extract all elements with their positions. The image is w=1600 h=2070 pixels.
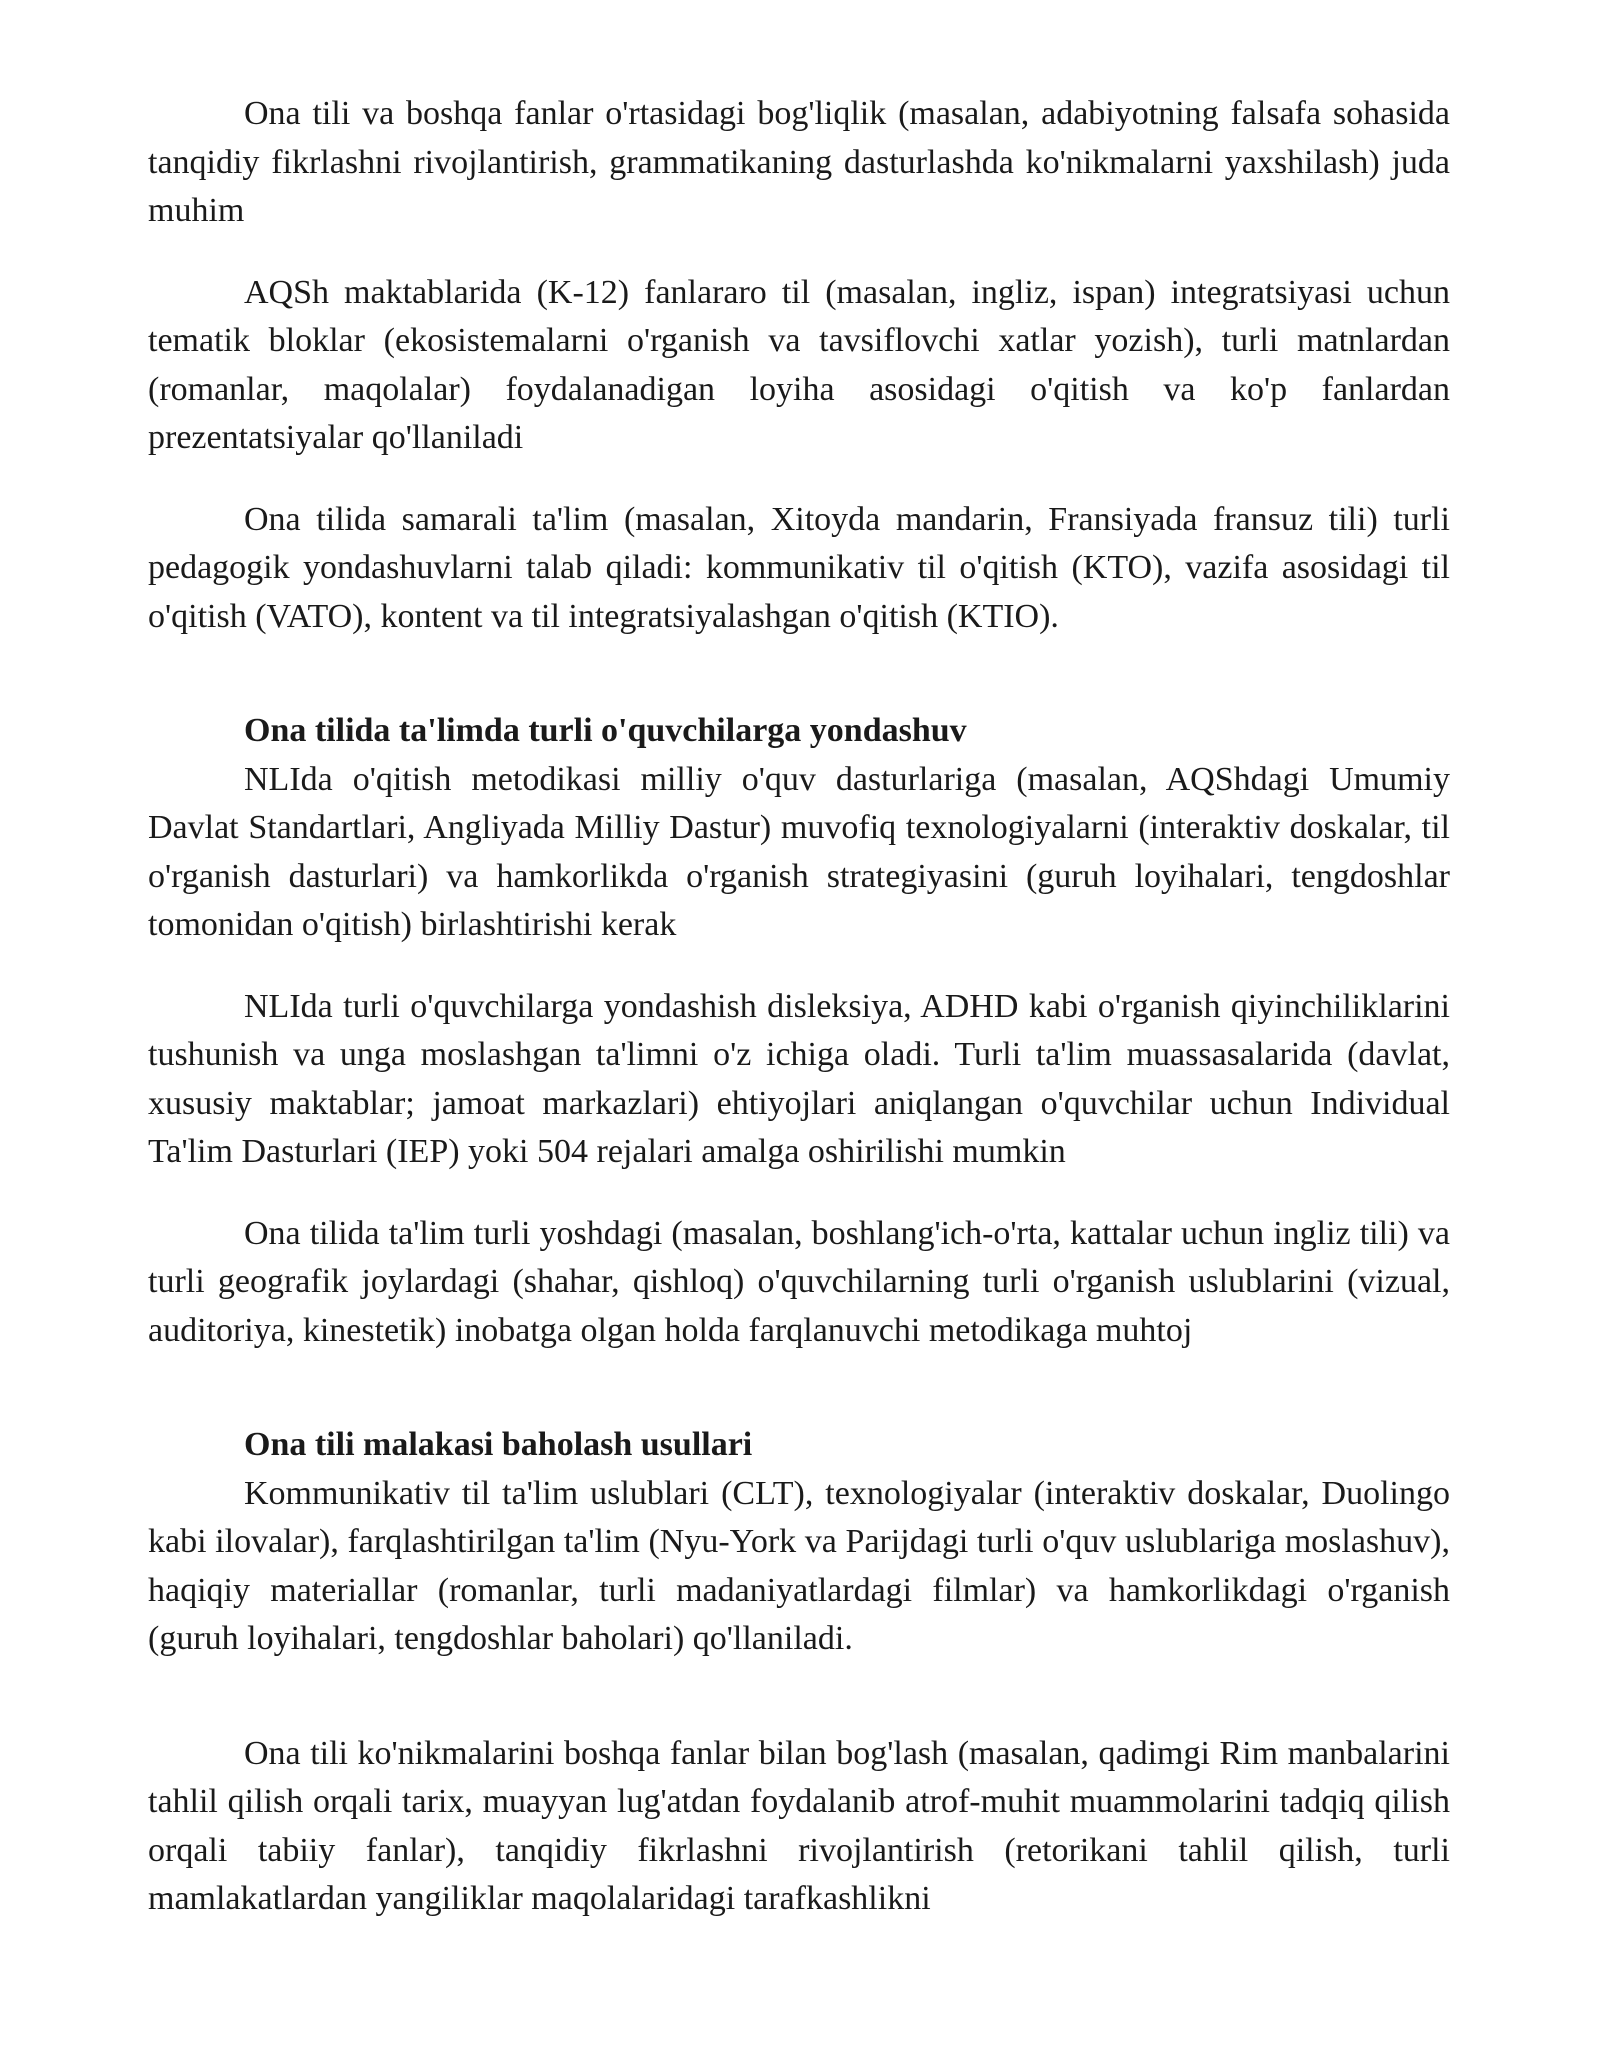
paragraph-learning-difficulties: NLIda turli o'quvchilarga yondashish disleksiya, ADHD kabi o'rganish qiyinchiliklarini tushunish va unga moslashgan ta'limni o'z ichiga oladi. Turli ta'lim muassasalarida (davlat, xususiy maktablar; jamoat markazlari) ehtiyojlari aniqlangan o'quvchilar uchun Individual Ta'lim Dasturlari (IEP) yoki 504 rejalari amalga oshirilishi mumkin xyxy=(148,987,1450,1170)
paragraph-usa-k12-integration: AQSh maktablarida (K-12) fanlararo til (masalan, ingliz, ispan) integratsiyasi uchun tematik bloklar (ekosistemalarni o'rganish va tavsiflovchi xatlar yozish), turli matnlardan (romanlar, maqolalar) foydalanadigan loyiha asosidagi o'qitish va ko'p fanlardan prezentatsiyalar qo'llaniladi xyxy=(148,273,1450,456)
section-heading-assessment-methods: Ona tili malakasi baholash usullari xyxy=(244,1426,753,1463)
paragraph-nli-methodology: NLIda o'qitish metodikasi milliy o'quv dasturlariga (masalan, AQShdagi Umumiy Davlat Standartlari, Angliyada Milliy Dastur) muvofiq texnologiyalarni (interaktiv doskalar, til o'rganish dasturlari) va hamkorlikda o'rganish strategiyasini (guruh loyihalari, tengdoshlar tomonidan o'qitish) birlashtirishi kerak xyxy=(148,760,1450,943)
document-page xyxy=(148,90,1450,1957)
paragraph-effective-teaching: Ona tilida samarali ta'lim (masalan, Xitoyda mandarin, Fransiyada fransuz tili) turli pedagogik yondashuvlarni talab qiladi: kommunikativ til o'qitish (KTO), vazifa asosidagi til o'qitish (VATO), kontent va til integratsiyalashgan o'qitish (KTIO). xyxy=(148,500,1450,635)
paragraph-differentiated-methodology: Ona tilida ta'lim turli yoshdagi (masalan, boshlang'ich-o'rta, kattalar uchun ingliz tili) va turli geografik joylardagi (shahar, qishloq) o'quvchilarning turli o'rganish uslublarini (vizual, auditoriya, kinestetik) inobatga olgan holda farqlanuvchi metodikaga muhtoj xyxy=(148,1214,1450,1349)
paragraph-cross-subject-skills: Ona tili ko'nikmalarini boshqa fanlar bilan bog'lash (masalan, qadimgi Rim manbalarini tahlil qilish orqali tarix, muayyan lug'atdan foydalanib atrof-muhit muammolarini tadqiq qilish orqali tabiiy fanlar), tanqidiy fikrlashni rivojlantirish (retorikani tahlil qilish, turli mamlakatlardan yangiliklar maqolalaridagi tarafkashlikni xyxy=(148,1734,1450,1917)
paragraph-clt-methods: Kommunikativ til ta'lim uslublari (CLT), texnologiyalar (interaktiv doskalar, Duolingo kabi ilovalar), farqlashtirilgan ta'lim (Nyu-York va Parijdagi turli o'quv uslublariga moslashuv), haqiqiy materiallar (romanlar, turli madaniyatlardagi filmlar) va hamkorlikdagi o'rganish (guruh loyihalari, tengdoshlar baholari) qo'llaniladi. xyxy=(148,1474,1450,1657)
paragraph-interdisciplinary-link: Ona tili va boshqa fanlar o'rtasidagi bog'liqlik (masalan, adabiyotning falsafa sohasida tanqidiy fikrlashni rivojlantirish, grammatikaning dasturlashda ko'nikmalarni yaxshilash) juda muhim xyxy=(148,95,1450,229)
section-heading-diverse-learners: Ona tilida ta'limda turli o'quvchilarga yondashuv xyxy=(244,712,967,749)
